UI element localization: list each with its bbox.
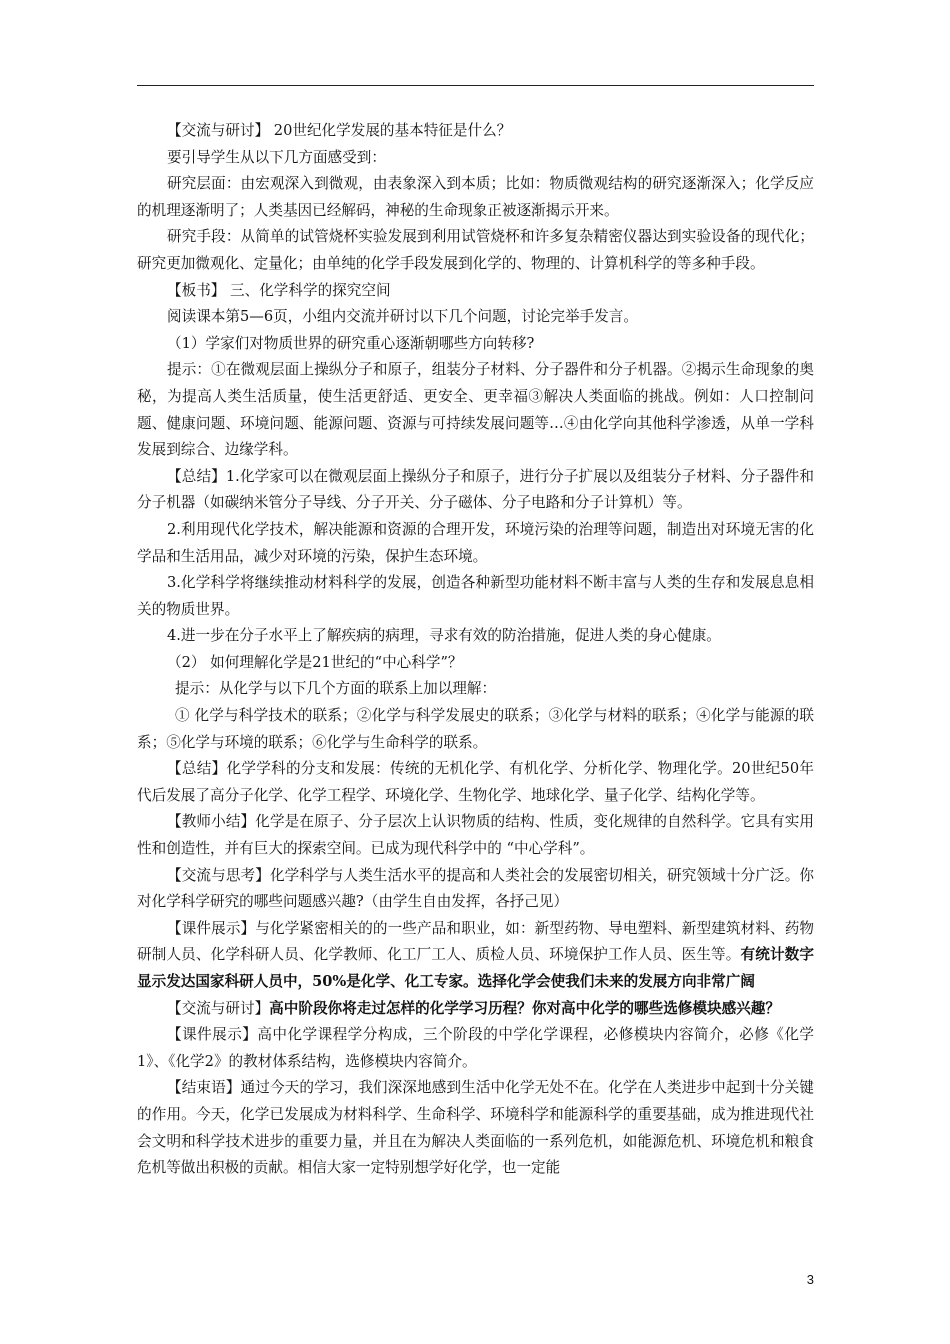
paragraph: 提示：从化学与以下几个方面的联系上加以理解： — [175, 680, 497, 698]
paragraph: 要引导学生从以下几方面感受到： — [167, 148, 386, 166]
paragraph: 【交流与研讨】 20世纪化学发展的基本特征是什么？ — [167, 122, 512, 139]
paragraph: 研究层面：由宏观深入到微观，由表象深入到本质；比如：物质微观结构的研究逐渐深入；化学反应的机理逐渐明了；人类基因已经解码，神秘的生命现象正被逐渐揭示开来。 — [137, 175, 814, 219]
paragraph: 【结束语】通过今天的学习，我们深深地感到生活中化学无处不在。化学在人类进步中起到十分关键的作用。今天，化学已发展成为材料科学、生命科学、环境科学和能源科学的重要基础，成为推进现代社会文明和科学技术进步的重要力量，并且在为解决人类面临的一系列危机，如能源危机、环境危机和粮食危机等做出积极的贡献。相信大家一定特别想学好化学，也一定能 — [137, 1079, 814, 1177]
courseware-bold-text: 有统计数字显示发达国家科研人员中，50%是化学、化工专家。选择化学会使我们未来的发展方向非常广阔 — [137, 946, 814, 990]
paragraph: 【板书】 三、化学科学的探究空间 — [167, 281, 391, 299]
paragraph: ① 化学与科学技术的联系；②化学与科学发展史的联系；③化学与材料的联系；④化学与能源的联系；⑤化学与环境的联系；⑥化学与生命科学的联系。 — [137, 707, 814, 751]
paragraph: 提示：①在微观层面上操纵分子和原子，组装分子材料、分子器件和分子机器。②揭示生命现象的奥秘，为提高人类生活质量，使生活更舒适、更安全、更幸福③解决人类面临的挑战。例如：人口控制问题、健康问题、环境问题、能源问题、资源与可持续发展问题等…④由化学向其他科学渗透，从单一学科发展到综合、边缘学科。 — [137, 361, 814, 459]
paragraph: （1）学家们对物质世界的研究重心逐渐朝哪些方向转移? — [167, 334, 535, 352]
courseware-text: 【课件展示】与化学紧密相关的的一些产品和职业，如：新型药物、导电塑料、新型建筑材料、药物研制人员、化学科研人员、化学教师、化工厂工人、质检人员、环境保护工作人员、医生等。 — [137, 919, 814, 964]
header-rule — [137, 85, 814, 86]
paragraph: 【课件展示】高中化学课程学分构成，三个阶段的中学化学课程，必修模块内容简介，必修《化学1》、《化学2》的教材体系结构，选修模块内容简介。 — [137, 1026, 814, 1070]
paragraph: （2） 如何理解化学是21世纪的“中心科学”？ — [167, 653, 463, 671]
paragraph: 【交流与思考】化学科学与人类生活水平的提高和人类社会的发展密切相关，研究领域十分广泛。你对化学科学研究的哪些问题感兴趣?（由学生自由发挥，各抒己见） — [137, 866, 814, 911]
courseware-paragraph — [137, 916, 814, 996]
exchange-paragraph — [137, 996, 814, 1023]
paragraph: 【教师小结】化学是在原子、分子层次上认识物质的结构、性质，变化规律的自然科学。它具有实用性和创造性，并有巨大的探索空间。已成为现代科学中的 “中心学科”。 — [137, 813, 814, 858]
exchange-bold-text: 高中阶段你将走过怎样的化学学习历程？你对高中化学的哪些选修模块感兴趣？ — [269, 999, 780, 1017]
paragraph: 阅读课本第5—6页，小组内交流并研讨以下几个问题，讨论完举手发言。 — [167, 308, 638, 326]
paragraph: 3.化学科学将继续推动材料科学的发展，创造各种新型功能材料不断丰富与人类的生存和发展息息相关的物质世界。 — [137, 574, 814, 618]
document-body — [137, 118, 814, 1182]
exchange-label: 【交流与研讨】 — [167, 999, 270, 1017]
paragraph: 【总结】1.化学家可以在微观层面上操纵分子和原子，进行分子扩展以及组装分子材料、分子器件和分子机器（如碳纳米管分子导线、分子开关、分子磁体、分子电路和分子计算机）等。 — [137, 467, 814, 512]
paragraph: 4.进一步在分子水平上了解疾病的病理，寻求有效的防治措施，促进人类的身心健康。 — [167, 627, 721, 645]
paragraph: 研究手段：从简单的试管烧杯实验发展到利用试管烧杯和许多复杂精密仪器达到实验设备的现代化；研究更加微观化、定量化；由单纯的化学手段发展到化学的、物理的、计算机科学的等多种手段。 — [137, 228, 814, 272]
paragraph: 【总结】化学学科的分支和发展：传统的无机化学、有机化学、分析化学、物理化学。20世纪50年代后发展了高分子化学、化学工程学、环境化学、生物化学、地球化学、量子化学、结构化学等。 — [137, 760, 814, 804]
page-number: 3 — [806, 1272, 814, 1287]
paragraph: 2.利用现代化学技术，解决能源和资源的合理开发，环境污染的治理等问题，制造出对环境无害的化学品和生活用品，减少对环境的污染，保护生态环境。 — [137, 520, 814, 565]
